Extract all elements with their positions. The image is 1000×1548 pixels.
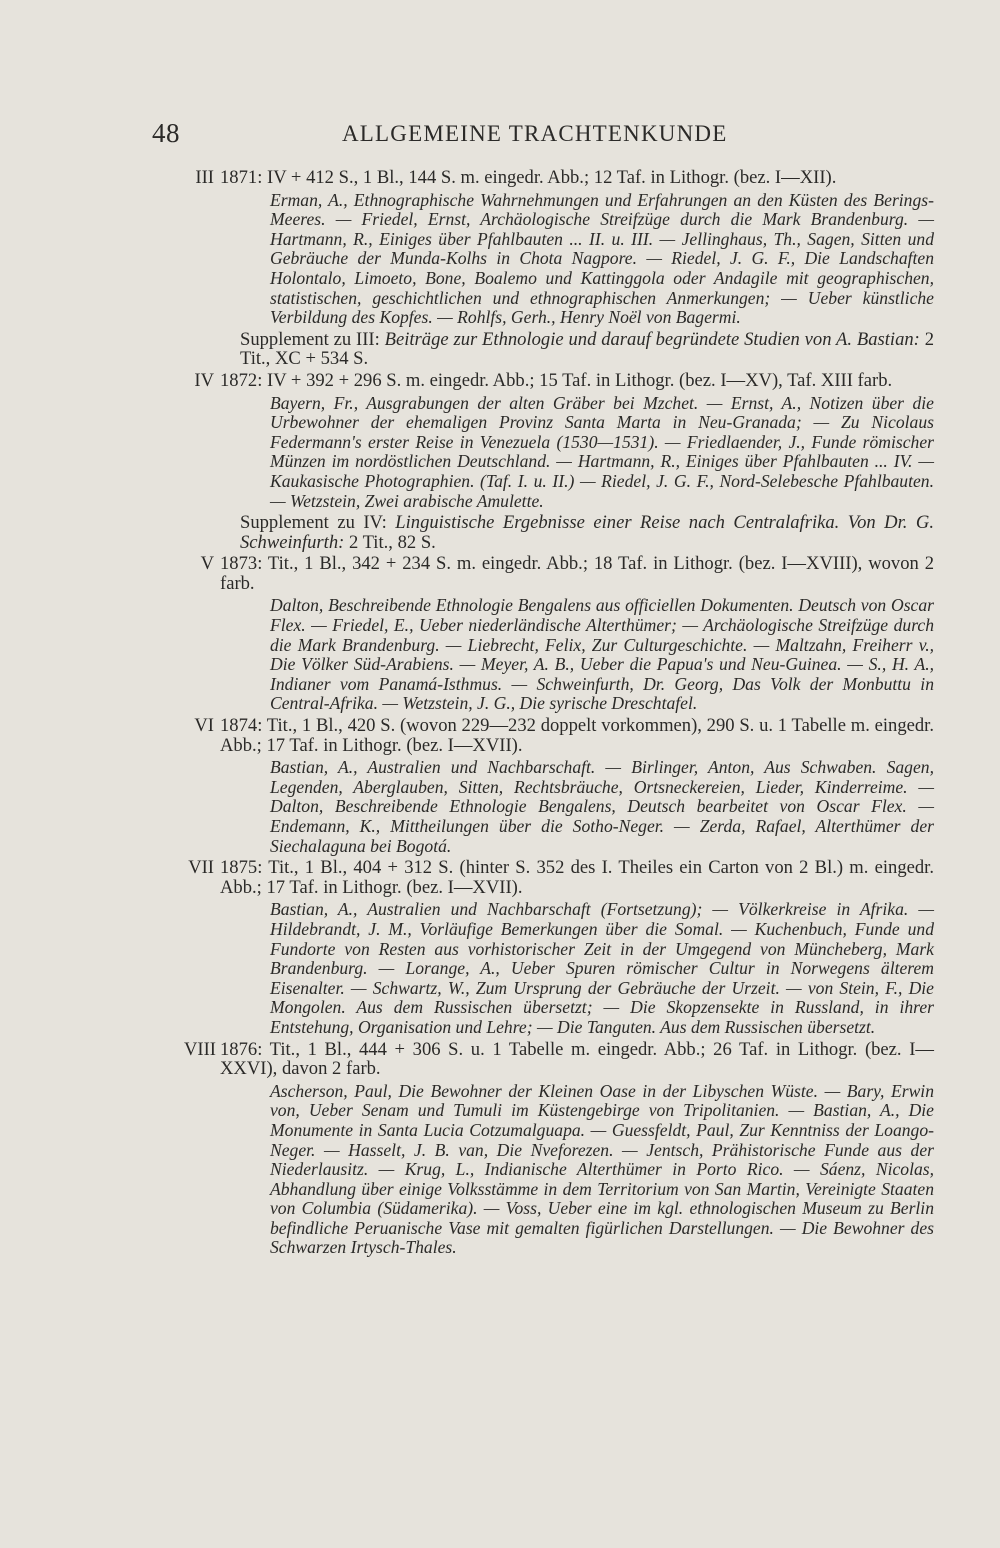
volume-number: V: [200, 553, 214, 575]
volume-description: 1873: Tit., 1 Bl., 342 + 234 S. m. eingedr. Abb.; 18 Taf. in Lithogr. (bez. I—XVIII), wovon 2 farb.: [220, 553, 934, 594]
volume-contents: Bayern, Fr., Ausgrabungen der alten Gräber bei Mzchet. — Ernst, A., Notizen über die Urbewohner der ehemaligen Provinz Santa Marta in Neu-Granada; — Zu Nicolaus Federmann's erster Reise in Venezuela (1530—1531). — Friedlaender, J., Funde römischer Münzen im nordöstlichen Deutschland. — Hartmann, R., Einiges über Pfahlbauten ... IV. — Kaukasische Photographien. (Taf. I. u. II.) — Riedel, J. G. F., Nord-Selebesche Pfahlbauten. — Wetzstein, Zwei arabische Amulette.: [270, 392, 934, 511]
supplement-label: Supplement zu III:: [240, 328, 380, 350]
volume-number: VII: [188, 857, 214, 879]
page-body: [184, 167, 934, 1260]
volume-contents: Bastian, A., Australien und Nachbarschaft (Fortsetzung); — Völkerkreise in Afrika. — Hildebrandt, J. M., Vorläufige Bemerkungen über die Somal. — Kuchenbuch, Funde und Fundorte von Resten aus vorhistorischer Zeit in der Umgegend von Müncheberg, Mark Brandenburg. — Lorange, A., Ueber Spuren römischer Cultur in Norwegens älterem Eisenalter. — Schwartz, W., Zum Ursprung der Gebräuche der Urzeit. — von Stein, F., Die Mongolen. Aus dem Russischen übersetzt; — Die Skopzensekte in Russland, in ihrer Entstehung, Organisation und Lehre; — Die Tanguten. Aus dem Russischen übersetzt.: [270, 899, 934, 1037]
volume-description: 1871: IV + 412 S., 1 Bl., 144 S. m. eingedr. Abb.; 12 Taf. in Lithogr. (bez. I—XII).: [220, 167, 837, 188]
volume-contents: Bastian, A., Australien und Nachbarschaft. — Birlinger, Anton, Aus Schwaben. Sagen, Legenden, Aberglauben, Sitten, Rechtsbräuche, Ortsneckereien, Lieder, Kinderreime. — Dalton, Beschreibende Ethnologie Bengalens, Deutsch bearbeitet von Oscar Flex. — Endemann, K., Mittheilungen über die Sotho-Neger. — Zerda, Rafael, Alterthümer der Siechalaguna bei Bogotá.: [270, 757, 934, 856]
volume-contents: Ascherson, Paul, Die Bewohner der Kleinen Oase in der Libyschen Wüste. — Bary, Erwin von, Ueber Senam und Tumuli im Küstengebirge von Tripolitanien. — Bastian, A., Die Monumente in Santa Lucia Cotzumalguapa. — Guessfeldt, Paul, Zur Kenntniss der Loango-Neger. — Hasselt, J. B. van, Die Nveforezen. — Jentsch, Prähistorische Funde aus der Niederlausitz. — Krug, L., Indianische Alterthümer in Porto Rico. — Sáenz, Nicolas, Abhandlung über einige Volksstämme in dem Territorium von San Martin, Vereinigte Staaten von Columbia (Südamerika). — Voss, Ueber eine im kgl. ethnologischen Museum zu Berlin befindliche Peruanische Vase mit gemalten figürlichen Darstellungen. — Die Bewohner des Schwarzen Irtysch-Thales.: [270, 1080, 934, 1258]
volume-entry-iv: [194, 369, 934, 553]
page-number: 48: [152, 118, 180, 148]
volume-entry-iii: [195, 167, 934, 370]
running-title: ALLGEMEINE TRACHTENKUNDE: [342, 121, 728, 146]
supplement-line: [240, 513, 934, 552]
volume-entry-viii: [184, 1038, 934, 1259]
volume-contents: Dalton, Beschreibende Ethnologie Bengalens aus officiellen Dokumenten. Deutsch von Oscar Flex. — Friedel, E., Ueber niederländische Alterthümer; — Archäologische Streifzüge durch die Mark Brandenburg. — Liebrecht, Felix, Zur Culturgeschichte. — Maltzahn, Freiherr v., Die Völker Süd-Arabiens. — Meyer, A. B., Ueber die Papua's und Neu-Guinea. — S., H. A., Indianer vom Panamá-Isthmus. — Schweinfurth, Dr. Georg, Das Volk der Monbuttu in Central-Afrika. — Wetzstein, J. G., Die syrische Dreschtafel.: [270, 595, 934, 714]
page-header: [152, 118, 732, 158]
volume-number: VI: [194, 715, 214, 737]
volume-entry-vii: [188, 857, 934, 1037]
supplement-extent: 2 Tit., XC + 534 S.: [240, 328, 934, 370]
volume-number: III: [195, 167, 214, 188]
volume-number: VIII: [184, 1038, 217, 1060]
supplement-line: [240, 330, 934, 369]
volume-description: 1874: Tit., 1 Bl., 420 S. (wovon 229—232 doppelt vorkommen), 290 S. u. 1 Tabelle m. eingedr. Abb.; 17 Taf. in Lithogr. (bez. I—XVII).: [220, 715, 934, 756]
supplement-title: Beiträge zur Ethnologie und darauf begründete Studien von A. Bastian:: [384, 328, 920, 350]
volume-number: IV: [194, 369, 214, 391]
volume-description: 1872: IV + 392 + 296 S. m. eingedr. Abb.; 15 Taf. in Lithogr. (bez. I—XV), Taf. XIII farb.: [220, 369, 893, 391]
supplement-label: Supplement zu IV:: [240, 512, 387, 534]
volume-entry-vi: [194, 715, 934, 856]
volume-description: 1876: Tit., 1 Bl., 444 + 306 S. u. 1 Tabelle m. eingedr. Abb.; 26 Taf. in Lithogr. (bez. I—XXVI), davon 2 farb.: [220, 1038, 934, 1080]
volume-description: 1875: Tit., 1 Bl., 404 + 312 S. (hinter S. 352 des I. Theiles ein Carton von 2 Bl.) m. eingedr. Abb.; 17 Taf. in Lithogr. (bez. I—XVII).: [220, 857, 934, 898]
volume-entry-v: [200, 553, 934, 714]
supplement-title: Linguistische Ergebnisse einer Reise nach Centralafrika. Von Dr. G. Schweinfurth:: [240, 512, 934, 553]
supplement-extent: 2 Tit., 82 S.: [348, 531, 436, 553]
volume-contents: Erman, A., Ethnographische Wahrnehmungen und Erfahrungen an den Küsten des Berings-Meeres. — Friedel, Ernst, Archäologische Streifzüge durch die Mark Brandenburg. — Hartmann, R., Einiges über Pfahlbauten ... II. u. III. — Jellinghaus, Th., Sagen, Sitten und Gebräuche der Munda-Kolhs in Chota Nagpore. — Riedel, J. G. F., Die Landschaften Holontalo, Limoeto, Bone, Boalemo und Kattinggola oder Andagile mit geographischen, statistischen, geschichtlichen und ethnographischen Anmerkungen; — Ueber künstliche Verbildung des Kopfes. — Rohlfs, Gerh., Henry Noël von Bagermi.: [270, 189, 934, 328]
